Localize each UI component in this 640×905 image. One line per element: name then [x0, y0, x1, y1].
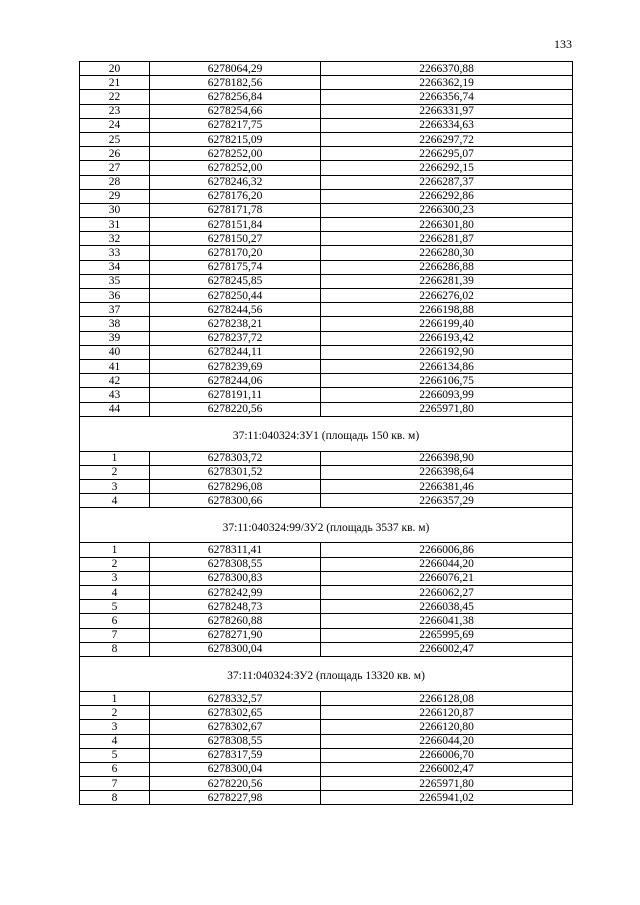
point-number-cell: 2	[80, 557, 150, 571]
y-coordinate-cell: 2266370,88	[321, 62, 573, 76]
x-coordinate-cell: 6278271,90	[150, 628, 321, 642]
point-number-cell: 37	[80, 303, 150, 317]
y-coordinate-cell: 2266192,90	[321, 345, 573, 359]
y-coordinate-cell: 2266331,97	[321, 104, 573, 118]
table-row	[80, 260, 573, 274]
point-number-cell: 40	[80, 345, 150, 359]
point-number-cell: 4	[80, 586, 150, 600]
table-row	[80, 734, 573, 748]
y-coordinate-cell: 2266044,20	[321, 734, 573, 748]
section-title: 37:11:040324:ЗУ1 (площадь 150 кв. м)	[80, 416, 573, 451]
x-coordinate-cell: 6278239,69	[150, 359, 321, 373]
y-coordinate-cell: 2266093,99	[321, 388, 573, 402]
y-coordinate-cell: 2266002,47	[321, 762, 573, 776]
x-coordinate-cell: 6278300,66	[150, 494, 321, 508]
y-coordinate-cell: 2266106,75	[321, 374, 573, 388]
x-coordinate-cell: 6278171,78	[150, 203, 321, 217]
table-row	[80, 762, 573, 776]
table-row	[80, 331, 573, 345]
table-row	[80, 203, 573, 217]
point-number-cell: 3	[80, 480, 150, 494]
table-row	[80, 451, 573, 465]
x-coordinate-cell: 6278296,08	[150, 480, 321, 494]
table-row	[80, 557, 573, 571]
point-number-cell: 2	[80, 706, 150, 720]
x-coordinate-cell: 6278250,44	[150, 289, 321, 303]
point-number-cell: 28	[80, 175, 150, 189]
y-coordinate-cell: 2266038,45	[321, 600, 573, 614]
x-coordinate-cell: 6278303,72	[150, 451, 321, 465]
y-coordinate-cell: 2266006,86	[321, 543, 573, 557]
point-number-cell: 32	[80, 232, 150, 246]
table-row	[80, 402, 573, 416]
x-coordinate-cell: 6278245,85	[150, 274, 321, 288]
table-row	[80, 642, 573, 656]
y-coordinate-cell: 2265995,69	[321, 628, 573, 642]
y-coordinate-cell: 2266398,64	[321, 465, 573, 479]
table-row	[80, 465, 573, 479]
point-number-cell: 31	[80, 218, 150, 232]
x-coordinate-cell: 6278064,29	[150, 62, 321, 76]
y-coordinate-cell: 2266281,39	[321, 274, 573, 288]
table-row	[80, 628, 573, 642]
y-coordinate-cell: 2266295,07	[321, 147, 573, 161]
point-number-cell: 44	[80, 402, 150, 416]
point-number-cell: 3	[80, 571, 150, 585]
page-number: 133	[554, 37, 572, 51]
y-coordinate-cell: 2266286,88	[321, 260, 573, 274]
y-coordinate-cell: 2265971,80	[321, 777, 573, 791]
point-number-cell: 26	[80, 147, 150, 161]
table-row	[80, 494, 573, 508]
table-row	[80, 246, 573, 260]
point-number-cell: 23	[80, 104, 150, 118]
table-row	[80, 90, 573, 104]
table-row	[80, 600, 573, 614]
x-coordinate-cell: 6278182,56	[150, 76, 321, 90]
y-coordinate-cell: 2266280,30	[321, 246, 573, 260]
x-coordinate-cell: 6278244,56	[150, 303, 321, 317]
coordinates-table-body	[80, 62, 573, 805]
x-coordinate-cell: 6278308,55	[150, 557, 321, 571]
section-header-row	[80, 508, 573, 543]
point-number-cell: 1	[80, 451, 150, 465]
table-row	[80, 62, 573, 76]
table-row	[80, 706, 573, 720]
x-coordinate-cell: 6278252,00	[150, 161, 321, 175]
point-number-cell: 5	[80, 600, 150, 614]
table-row	[80, 614, 573, 628]
y-coordinate-cell: 2266044,20	[321, 557, 573, 571]
x-coordinate-cell: 6278175,74	[150, 260, 321, 274]
x-coordinate-cell: 6278176,20	[150, 189, 321, 203]
x-coordinate-cell: 6278217,75	[150, 118, 321, 132]
point-number-cell: 33	[80, 246, 150, 260]
y-coordinate-cell: 2266198,88	[321, 303, 573, 317]
y-coordinate-cell: 2266362,19	[321, 76, 573, 90]
table-row	[80, 104, 573, 118]
point-number-cell: 8	[80, 642, 150, 656]
table-row	[80, 147, 573, 161]
table-row	[80, 791, 573, 805]
x-coordinate-cell: 6278302,65	[150, 706, 321, 720]
x-coordinate-cell: 6278220,56	[150, 402, 321, 416]
y-coordinate-cell: 2266002,47	[321, 642, 573, 656]
point-number-cell: 4	[80, 734, 150, 748]
point-number-cell: 7	[80, 777, 150, 791]
point-number-cell: 34	[80, 260, 150, 274]
point-number-cell: 8	[80, 791, 150, 805]
y-coordinate-cell: 2266193,42	[321, 331, 573, 345]
x-coordinate-cell: 6278317,59	[150, 748, 321, 762]
x-coordinate-cell: 6278244,11	[150, 345, 321, 359]
point-number-cell: 5	[80, 748, 150, 762]
x-coordinate-cell: 6278308,55	[150, 734, 321, 748]
point-number-cell: 7	[80, 628, 150, 642]
table-row	[80, 76, 573, 90]
x-coordinate-cell: 6278242,99	[150, 586, 321, 600]
table-row	[80, 571, 573, 585]
x-coordinate-cell: 6278220,56	[150, 777, 321, 791]
y-coordinate-cell: 2266062,27	[321, 586, 573, 600]
y-coordinate-cell: 2266334,63	[321, 118, 573, 132]
x-coordinate-cell: 6278332,57	[150, 691, 321, 705]
y-coordinate-cell: 2266120,80	[321, 720, 573, 734]
y-coordinate-cell: 2266128,08	[321, 691, 573, 705]
y-coordinate-cell: 2266281,87	[321, 232, 573, 246]
point-number-cell: 1	[80, 543, 150, 557]
point-number-cell: 41	[80, 359, 150, 373]
point-number-cell: 43	[80, 388, 150, 402]
y-coordinate-cell: 2266301,80	[321, 218, 573, 232]
table-row	[80, 720, 573, 734]
x-coordinate-cell: 6278215,09	[150, 132, 321, 146]
x-coordinate-cell: 6278300,83	[150, 571, 321, 585]
x-coordinate-cell: 6278191,11	[150, 388, 321, 402]
y-coordinate-cell: 2266006,70	[321, 748, 573, 762]
table-row	[80, 317, 573, 331]
y-coordinate-cell: 2266356,74	[321, 90, 573, 104]
x-coordinate-cell: 6278311,41	[150, 543, 321, 557]
point-number-cell: 3	[80, 720, 150, 734]
y-coordinate-cell: 2266381,46	[321, 480, 573, 494]
table-row	[80, 189, 573, 203]
table-row	[80, 175, 573, 189]
table-row	[80, 388, 573, 402]
point-number-cell: 21	[80, 76, 150, 90]
x-coordinate-cell: 6278301,52	[150, 465, 321, 479]
x-coordinate-cell: 6278248,73	[150, 600, 321, 614]
x-coordinate-cell: 6278254,66	[150, 104, 321, 118]
y-coordinate-cell: 2266276,02	[321, 289, 573, 303]
x-coordinate-cell: 6278300,04	[150, 762, 321, 776]
x-coordinate-cell: 6278260,88	[150, 614, 321, 628]
table-row	[80, 161, 573, 175]
y-coordinate-cell: 2265941,02	[321, 791, 573, 805]
y-coordinate-cell: 2266120,87	[321, 706, 573, 720]
section-title: 37:11:040324:99/ЗУ2 (площадь 3537 кв. м)	[80, 508, 573, 543]
table-row	[80, 232, 573, 246]
table-row	[80, 274, 573, 288]
y-coordinate-cell: 2266297,72	[321, 132, 573, 146]
point-number-cell: 4	[80, 494, 150, 508]
y-coordinate-cell: 2266292,86	[321, 189, 573, 203]
point-number-cell: 27	[80, 161, 150, 175]
section-title: 37:11:040324:ЗУ2 (площадь 13320 кв. м)	[80, 656, 573, 691]
x-coordinate-cell: 6278256,84	[150, 90, 321, 104]
y-coordinate-cell: 2265971,80	[321, 402, 573, 416]
table-row	[80, 289, 573, 303]
point-number-cell: 35	[80, 274, 150, 288]
x-coordinate-cell: 6278227,98	[150, 791, 321, 805]
x-coordinate-cell: 6278238,21	[150, 317, 321, 331]
point-number-cell: 36	[80, 289, 150, 303]
x-coordinate-cell: 6278150,27	[150, 232, 321, 246]
x-coordinate-cell: 6278302,67	[150, 720, 321, 734]
table-row	[80, 345, 573, 359]
table-row	[80, 777, 573, 791]
table-row	[80, 359, 573, 373]
table-row	[80, 218, 573, 232]
table-row	[80, 691, 573, 705]
y-coordinate-cell: 2266134,86	[321, 359, 573, 373]
point-number-cell: 22	[80, 90, 150, 104]
table-row	[80, 480, 573, 494]
point-number-cell: 30	[80, 203, 150, 217]
table-row	[80, 132, 573, 146]
x-coordinate-cell: 6278300,04	[150, 642, 321, 656]
table-row	[80, 586, 573, 600]
point-number-cell: 6	[80, 614, 150, 628]
table-row	[80, 118, 573, 132]
point-number-cell: 38	[80, 317, 150, 331]
y-coordinate-cell: 2266292,15	[321, 161, 573, 175]
x-coordinate-cell: 6278237,72	[150, 331, 321, 345]
table-row	[80, 748, 573, 762]
y-coordinate-cell: 2266300,23	[321, 203, 573, 217]
section-header-row	[80, 416, 573, 451]
table-row	[80, 303, 573, 317]
point-number-cell: 29	[80, 189, 150, 203]
point-number-cell: 1	[80, 691, 150, 705]
point-number-cell: 2	[80, 465, 150, 479]
y-coordinate-cell: 2266041,38	[321, 614, 573, 628]
x-coordinate-cell: 6278246,32	[150, 175, 321, 189]
x-coordinate-cell: 6278252,00	[150, 147, 321, 161]
section-header-row	[80, 656, 573, 691]
y-coordinate-cell: 2266199,40	[321, 317, 573, 331]
point-number-cell: 42	[80, 374, 150, 388]
table-row	[80, 543, 573, 557]
y-coordinate-cell: 2266287,37	[321, 175, 573, 189]
x-coordinate-cell: 6278170,20	[150, 246, 321, 260]
x-coordinate-cell: 6278151,84	[150, 218, 321, 232]
point-number-cell: 39	[80, 331, 150, 345]
y-coordinate-cell: 2266398,90	[321, 451, 573, 465]
point-number-cell: 20	[80, 62, 150, 76]
point-number-cell: 25	[80, 132, 150, 146]
x-coordinate-cell: 6278244,06	[150, 374, 321, 388]
point-number-cell: 6	[80, 762, 150, 776]
point-number-cell: 24	[80, 118, 150, 132]
y-coordinate-cell: 2266076,21	[321, 571, 573, 585]
table-row	[80, 374, 573, 388]
y-coordinate-cell: 2266357,29	[321, 494, 573, 508]
coordinates-table	[79, 61, 573, 805]
